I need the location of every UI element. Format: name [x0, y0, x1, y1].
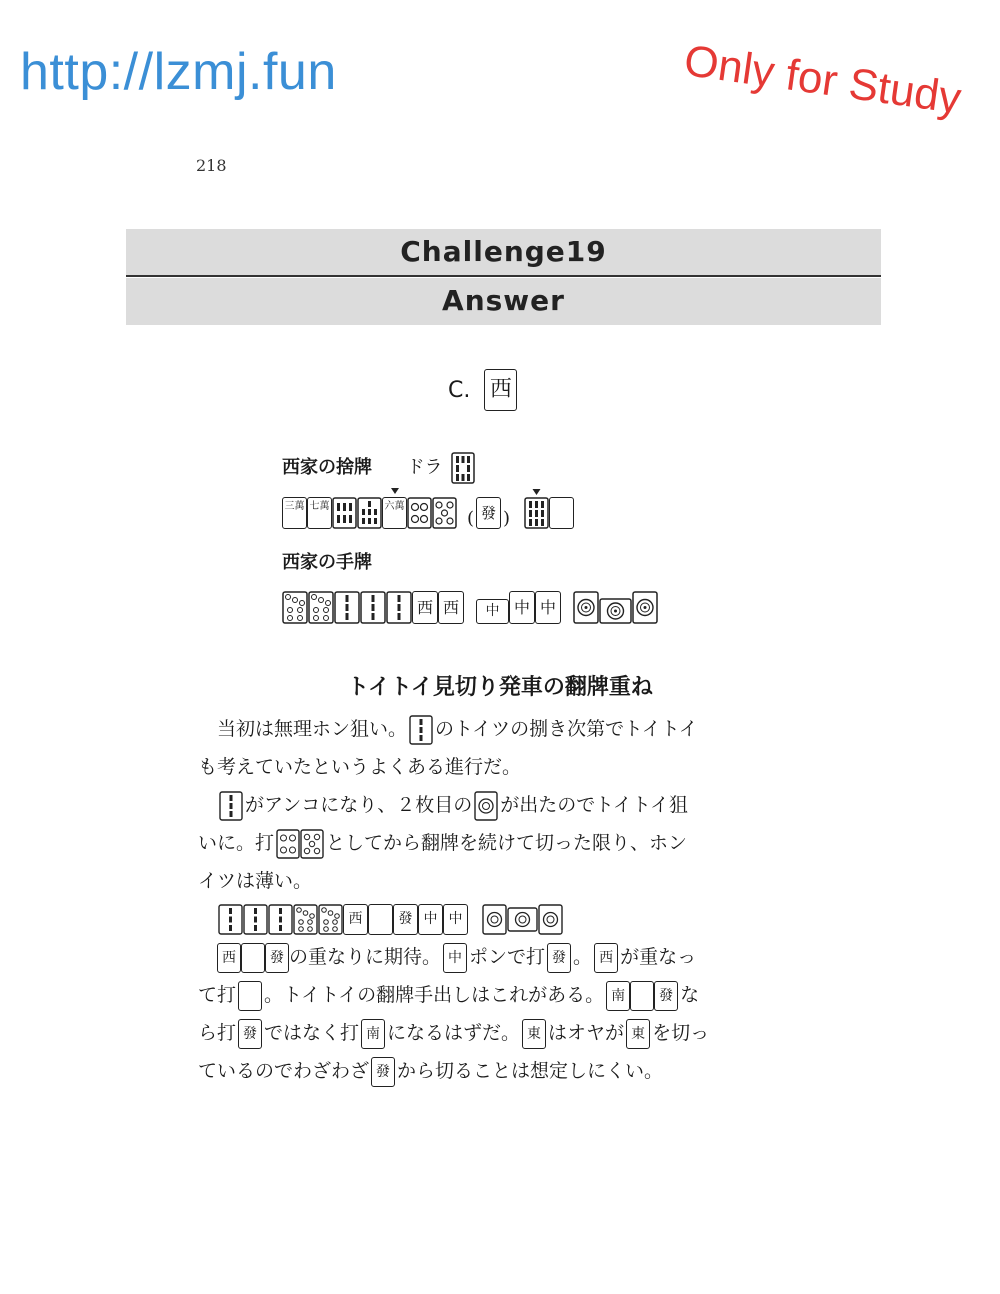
inline-3-sou-icon: [409, 715, 433, 745]
tile-red-dragon-sideways: 中: [476, 599, 509, 624]
inline-tile-red: 中: [443, 904, 468, 935]
text: がアンコになり、２枚目の: [245, 794, 473, 816]
text: ているのでわざわざ: [198, 1060, 370, 1082]
inline-tile-green: 發: [547, 943, 571, 973]
tile-1-pin-icon: [632, 591, 658, 624]
tile-red-dragon: 中: [509, 591, 535, 624]
inline-1-pin-icon: [538, 904, 563, 935]
tile-7-man: 七萬: [307, 497, 332, 529]
tile-west: 西: [412, 591, 438, 624]
inline-3-sou-icon: [268, 904, 293, 935]
text: が出たのでトイトイ狙: [500, 794, 688, 816]
inline-tile-white: [238, 981, 262, 1011]
text: が重なっ: [620, 946, 697, 968]
inline-tile-red: 中: [443, 943, 467, 973]
tile-9-sou-tsumogiri-icon: [524, 497, 549, 529]
tile-1-pin-icon: [573, 591, 599, 624]
discards-label: 西家の捨牌: [282, 457, 372, 478]
text: ら打: [198, 1022, 237, 1044]
text: イツは薄い。: [198, 870, 313, 892]
text: はオヤが: [548, 1022, 625, 1044]
tile-6-man-tsumogiri: 六萬: [382, 497, 407, 529]
tile-6-sou-icon: [332, 497, 357, 529]
hand-label: 西家の手牌: [282, 552, 372, 573]
subtitle-band: Answer: [126, 278, 881, 325]
tile-3-sou-icon: [360, 591, 386, 624]
inline-1-pin-icon: [474, 791, 498, 821]
inline-tile-east: 東: [522, 1019, 546, 1049]
inline-tile-white: [630, 981, 654, 1011]
tile-1-pin-sideways-icon: [599, 598, 632, 624]
tsumogiri-arrow-icon: [391, 488, 399, 494]
dora-label: ドラ: [406, 457, 443, 478]
inline-1-pin-icon: [482, 904, 507, 935]
inline-tile-west: 西: [343, 904, 368, 935]
tile-green-dragon-called: 發: [476, 497, 501, 529]
text: を切っ: [652, 1022, 710, 1044]
text: から切ることは想定しにくい。: [397, 1060, 664, 1082]
inline-tile-white: [241, 943, 265, 973]
inline-4-pin-icon: [276, 829, 300, 859]
answer-label: C.: [448, 377, 471, 403]
text: 。トイトイの翻牌手出しはこれがある。: [264, 984, 605, 1006]
inline-5-pin-icon: [300, 829, 324, 859]
text: になるはずだ。: [387, 1022, 521, 1044]
discards-label-row: [282, 452, 475, 484]
inline-3-sou-icon: [219, 791, 243, 821]
text: ではなく打: [264, 1022, 360, 1044]
tile-7-pin-icon: [308, 591, 334, 624]
tile-white-dragon: [549, 497, 574, 529]
inline-tile-green: 發: [654, 981, 678, 1011]
answer-tile-west: 西: [484, 369, 517, 411]
tile-3-man: 三萬: [282, 497, 307, 529]
inline-tile-green: 發: [371, 1057, 395, 1087]
tile-3-sou-icon: [334, 591, 360, 624]
inline-tile-green: 發: [393, 904, 418, 935]
inline-7-pin-icon: [318, 904, 343, 935]
dora-tile-8-sou-icon: [451, 452, 475, 484]
text: 。: [573, 946, 593, 968]
tile-red-dragon: 中: [535, 591, 561, 624]
inline-tile-west: 西: [594, 943, 618, 973]
text: ポンで打: [469, 946, 546, 968]
tile-west: 西: [438, 591, 464, 624]
inline-7-pin-icon: [293, 904, 318, 935]
inline-tile-green: 發: [265, 943, 289, 973]
inline-tile-east: 東: [626, 1019, 650, 1049]
text: のトイツの捌き次第でトイトイ: [435, 718, 698, 740]
section-heading: トイトイ見切り発車の翻牌重ね: [347, 675, 653, 700]
inline-tile-south: 南: [606, 981, 630, 1011]
body-paragraphs: [198, 710, 788, 1090]
tile-4-pin-icon: [407, 497, 432, 529]
inline-3-sou-icon: [218, 904, 243, 935]
watermark-study: Only for Study: [681, 36, 965, 124]
page-number: 218: [196, 156, 227, 175]
inline-tile-west: 西: [217, 943, 241, 973]
title-band: Challenge19: [126, 229, 881, 277]
text: て打: [198, 984, 237, 1006]
inline-tile-green: 發: [238, 1019, 262, 1049]
hand-row: [282, 591, 658, 624]
discard-row: 三萬 七萬 六萬 ( 發 ): [282, 497, 574, 529]
answer: [448, 369, 517, 411]
inline-tile-white: [368, 904, 393, 935]
tile-3-sou-icon: [386, 591, 412, 624]
text: な: [680, 984, 700, 1006]
inline-tile-red: 中: [418, 904, 443, 935]
text: としてから翻牌を続けて切った限り、ホン: [326, 832, 688, 854]
inline-1-pin-sideways-icon: [507, 907, 538, 932]
tile-5-pin-icon: [432, 497, 457, 529]
text: も考えていたというよくある進行だ。: [198, 756, 522, 778]
watermark-url: http://lzmj.fun: [20, 43, 337, 101]
tile-7-sou-icon: [357, 497, 382, 529]
tile-7-pin-icon: [282, 591, 308, 624]
inline-tile-south: 南: [361, 1019, 385, 1049]
text: 当初は無理ホン狙い。: [217, 718, 408, 740]
text: いに。打: [198, 832, 275, 854]
text: の重なりに期待。: [289, 946, 442, 968]
inline-3-sou-icon: [243, 904, 268, 935]
